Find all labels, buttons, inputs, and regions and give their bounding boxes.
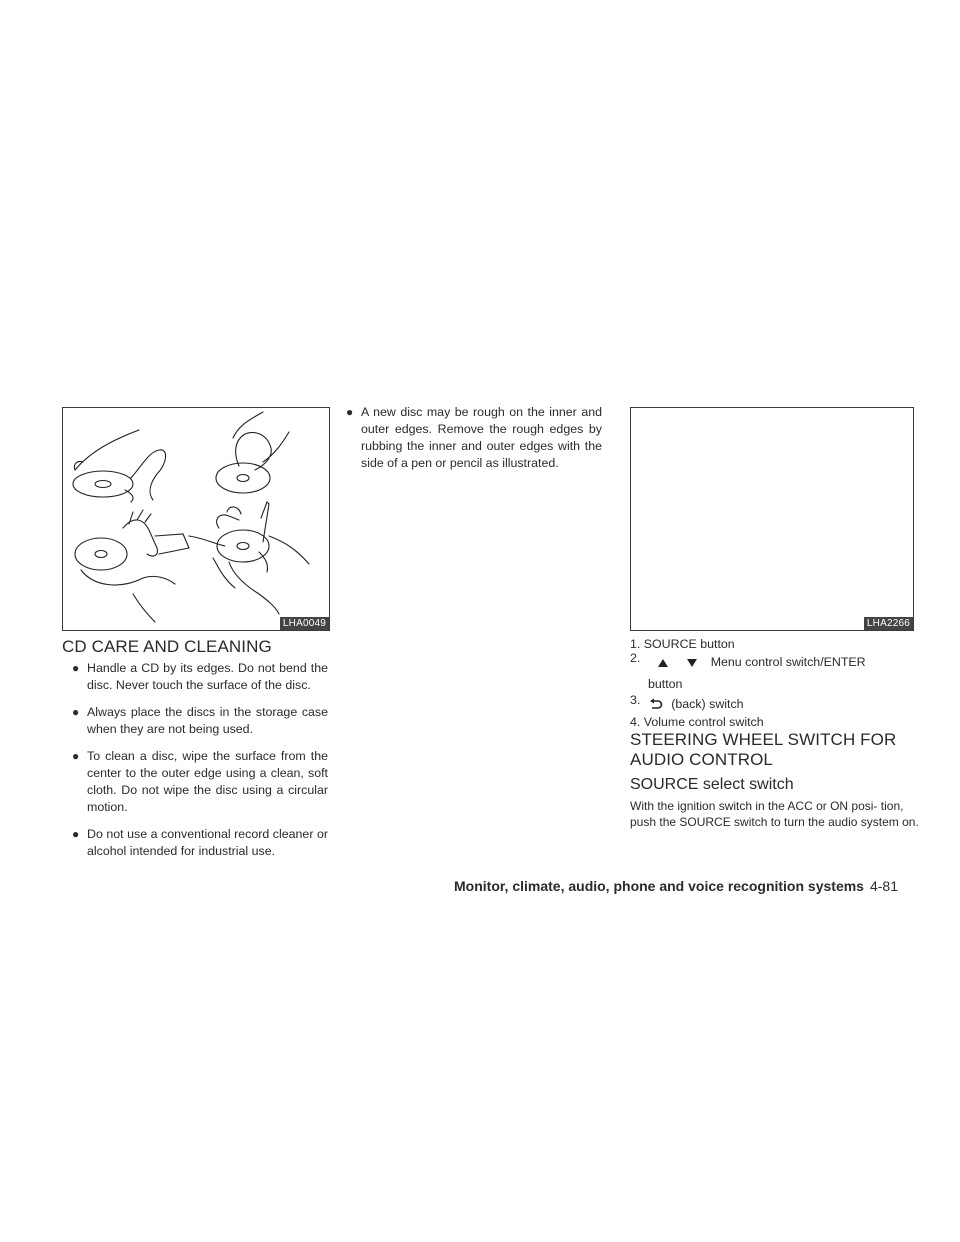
bullet-text: Handle a CD by its edges. Do not bend the disc. Never touch the surface of the disc. — [87, 661, 328, 692]
legend-item-text: Menu control switch/ENTER — [710, 655, 866, 669]
legend-item-text: button — [648, 677, 683, 691]
legend-item-2 — [630, 651, 920, 672]
figure-legend — [630, 636, 920, 732]
bullet-icon: ● — [72, 661, 80, 675]
list-item — [72, 660, 328, 694]
bullet-text: A new disc may be rough on the inner and outer edges. Remove the rough edges by rubbing the inner and outer edges with the side of a pen or pencil as illustrated. — [361, 405, 602, 470]
section-heading-cd-care: CD CARE AND CLEANING — [62, 637, 272, 656]
bullet-text: To clean a disc, wipe the surface from the center to the outer edge using a clean, soft cloth. Do not wipe the disc using a circular motion. — [87, 749, 328, 814]
list-item — [346, 404, 602, 472]
list-item — [72, 826, 328, 860]
bullet-text: Do not use a conventional record cleaner or alcohol intended for industrial use. — [87, 827, 328, 858]
page-number: 4-81 — [869, 878, 898, 894]
footer-section-title: Monitor, climate, audio, phone and voice recognition systems — [454, 878, 864, 894]
bullet-icon: ● — [72, 749, 80, 763]
legend-item-text: (back) switch — [671, 697, 744, 711]
figure-code: LHA2266 — [864, 617, 913, 630]
section-heading-steering-line2: AUDIO CONTROL — [630, 750, 773, 769]
cd-care-bullet-list — [72, 660, 328, 870]
legend-item-3 — [630, 693, 920, 714]
down-triangle-icon — [685, 657, 699, 669]
legend-item-1 — [630, 636, 920, 654]
up-triangle-icon — [656, 657, 670, 669]
steering-switch-illustration — [630, 407, 914, 631]
legend-item-text: 1. SOURCE button — [630, 637, 735, 651]
page-footer — [454, 877, 898, 895]
bullet-icon: ● — [346, 405, 354, 419]
subheading-source-select: SOURCE select switch — [630, 776, 794, 793]
bullet-icon: ● — [72, 705, 80, 719]
cd-handling-drawing — [63, 408, 329, 630]
legend-item-2-cont — [630, 676, 920, 694]
cd-care-illustration — [62, 407, 330, 631]
cd-care-bullet-list-continued — [346, 404, 602, 482]
legend-item-text: 4. Volume control switch — [630, 715, 764, 729]
list-item — [72, 748, 328, 816]
legend-item-number: 3. — [630, 693, 641, 707]
legend-item-number: 2. — [630, 651, 641, 665]
source-switch-paragraph: With the ignition switch in the ACC or ON posi- tion, push the SOURCE switch to turn the audio system on. — [630, 799, 919, 829]
back-arrow-icon — [648, 698, 664, 712]
figure-code: LHA0049 — [280, 617, 329, 630]
bullet-text: Always place the discs in the storage case when they are not being used. — [87, 705, 328, 736]
bullet-icon: ● — [72, 827, 80, 841]
list-item — [72, 704, 328, 738]
section-heading-steering-line1: STEERING WHEEL SWITCH FOR — [630, 730, 897, 749]
